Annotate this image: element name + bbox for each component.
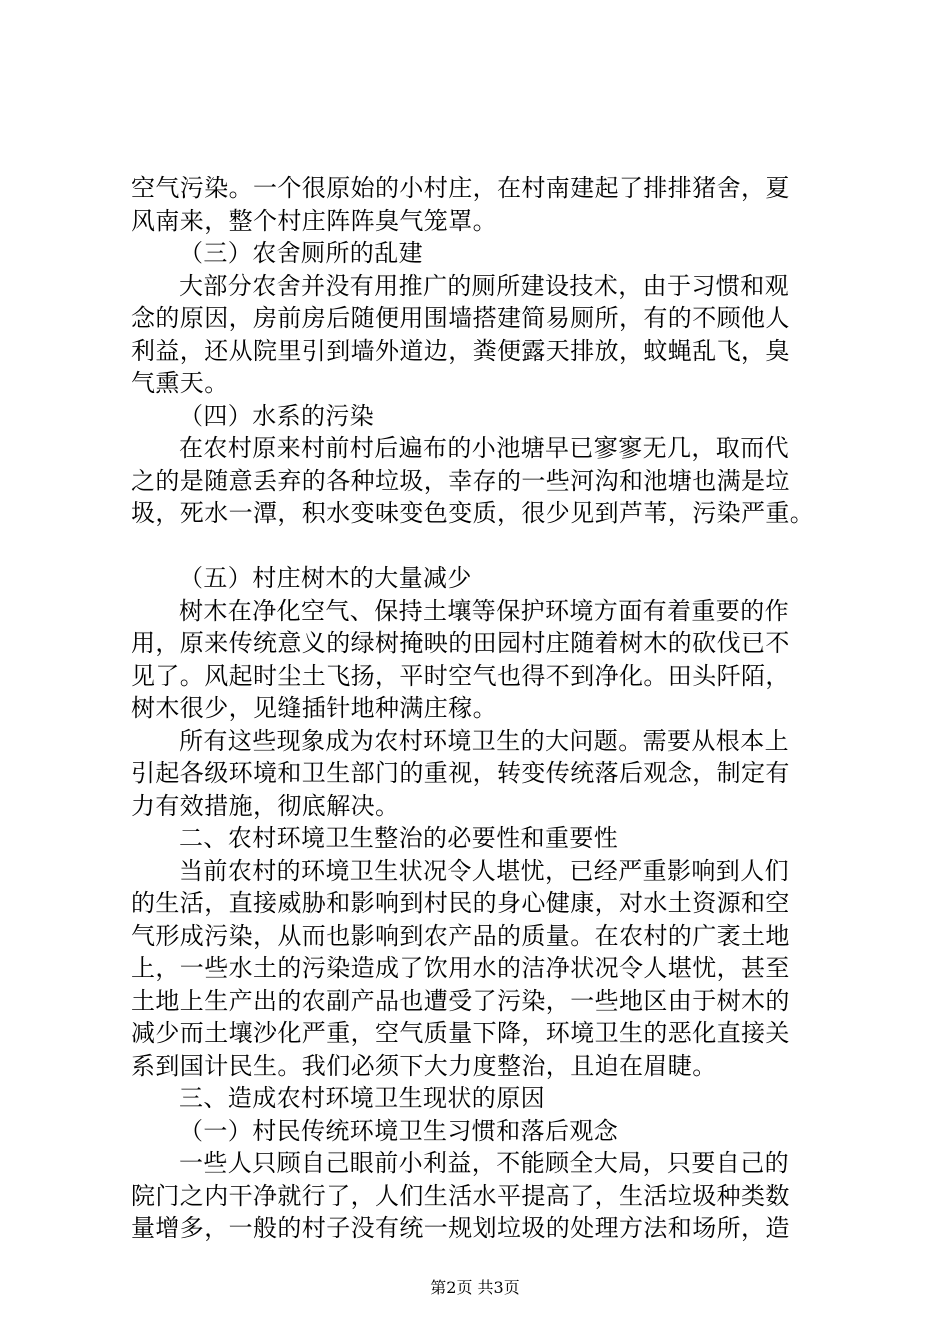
text-line: 之的是随意丢弃的各种垃圾，幸存的一些河沟和池塘也满是垃 [131,466,790,495]
text-line: 院门之内干净就行了，人们生活水平提高了，生活垃圾种类数 [131,1181,790,1210]
text-line: 气形成污染，从而也影响到农产品的质量。在农村的广袤土地 [131,921,790,950]
blank-line [131,530,831,563]
text-line: （三）农舍厕所的乱建 [179,239,423,267]
text-line: 所有这些现象成为农村环境卫生的大问题。需要从根本上 [179,726,789,755]
page-footer: 第2页 共3页 [430,1278,520,1297]
text-line: 上，一些水土的污染造成了饮用水的洁净状况令人堪忧，甚至 [131,954,790,982]
text-line: 见了。风起时尘土飞扬，平时空气也得不到净化。田头阡陌， [131,661,790,690]
text-line: 减少而土壤沙化严重，空气质量下降，环境卫生的恶化直接关 [131,1019,790,1047]
text-line: （一）村民传统环境卫生习惯和落后观念 [179,1116,619,1145]
text-line: 树木很少，见缝插针地种满庄稼。 [131,694,497,722]
text-line: 当前农村的环境卫生状况令人堪忧，已经严重影响到人们 [179,856,789,885]
document-body [131,172,831,1245]
text-line: 力有效措施，彻底解决。 [131,791,400,820]
text-line: 量增多，一般的村子没有统一规划垃圾的处理方法和场所，造 [131,1214,790,1242]
text-line: 引起各级环境和卫生部门的重视，转变传统落后观念，制定有 [131,759,790,787]
text-line: 大部分农舍并没有用推广的厕所建设技术，由于习惯和观 [179,271,789,300]
text-line: 三、造成农村环境卫生现状的原因 [179,1084,545,1112]
text-line: （五）村庄树木的大量减少 [179,564,472,592]
text-line: 树木在净化空气、保持土壤等保护环境方面有着重要的作 [179,596,789,625]
text-line: 在农村原来村前村后遍布的小池塘早已寥寥无几，取而代 [179,434,789,462]
text-line: 二、农村环境卫生整治的必要性和重要性 [179,824,619,852]
text-line: 系到国计民生。我们必须下大力度整治，且迫在眉睫。 [131,1051,717,1080]
text-line: 利益，还从院里引到墙外道边，粪便露天排放，蚊蝇乱飞，臭 [131,336,790,365]
text-line: 用，原来传统意义的绿树掩映的田园村庄随着树木的砍伐已不 [131,629,790,657]
text-line: 念的原因，房前房后随便用围墙搭建简易厕所，有的不顾他人 [131,304,790,332]
text-line: 风南来，整个村庄阵阵臭气笼罩。 [131,206,497,235]
text-line: 圾，死水一潭，积水变味变色变质，很少见到芦苇，污染严重。 [131,499,815,527]
text-line: 气熏天。 [131,369,229,397]
text-line: 空气污染。一个很原始的小村庄，在村南建起了排排猪舍，夏 [131,174,790,202]
text-line: 一些人只顾自己眼前小利益，不能顾全大局，只要自己的 [179,1149,789,1177]
text-line: （四）水系的污染 [179,401,375,430]
text-line: 土地上生产出的农副产品也遭受了污染，一些地区由于树木的 [131,986,790,1015]
text-line: 的生活，直接威胁和影响到村民的身心健康，对水土资源和空 [131,889,790,917]
